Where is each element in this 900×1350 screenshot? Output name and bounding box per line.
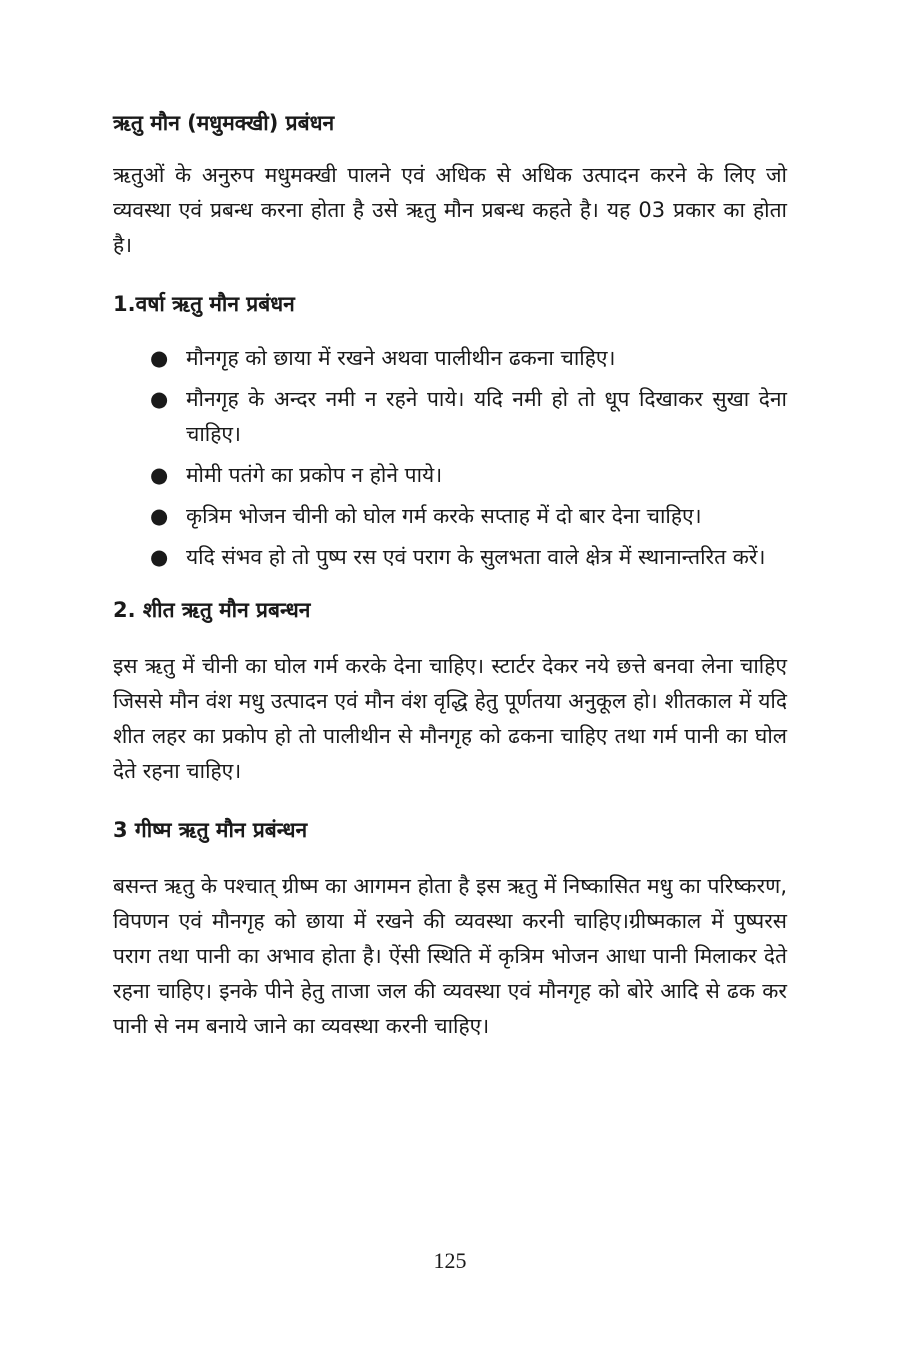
list-item	[113, 499, 787, 534]
list-item	[113, 458, 787, 493]
list-item-text: कृत्रिम भोजन चीनी को घोल गर्म करके सप्ताह में दो बार देना चाहिए।	[186, 504, 702, 528]
summer-season-heading: 3 गीष्म ऋतु मौन प्रबंन्धन	[113, 818, 308, 842]
rainy-season-heading: 1.वर्षा ऋतु मौन प्रबंधन	[113, 292, 295, 316]
intro-paragraph: ऋतुओं के अनुरुप मधुमक्खी पालने एवं अधिक से अधिक उत्पादन करने के लिए जो व्यवस्था एवं प्रबन्ध करना होता है उसे ऋतु मौन प्रबन्ध कहते है। यह 03 प्रकार का होता है।	[113, 163, 787, 257]
winter-season-heading: 2. शीत ऋतु मौन प्रबन्धन	[113, 598, 311, 622]
document-page	[113, 108, 787, 1044]
list-item-text: मौनगृह के अन्दर नमी न रहने पाये। यदि नमी हो तो धूप दिखाकर सुखा देना चाहिए।	[186, 387, 787, 446]
bullet-icon: ●	[150, 463, 169, 487]
list-item	[113, 540, 787, 575]
summer-season-paragraph: बसन्त ऋतु के पश्चात् ग्रीष्म का आगमन होता है इस ऋतु में निष्कासित मधु का परिष्करण, विपणन एवं मौनगृह को छाया में रखने की व्यवस्था करनी चाहिए।ग्रीष्मकाल में पुष्परस पराग तथा पानी का अभाव होता है। ऐंसी स्थिति में कृत्रिम भोजन आधा पानी मिलाकर देते रहना चाहिए। इनके पीने हेतु ताजा जल की व्यवस्था एवं मौनगृह को बोरे आदि से ढक कर पानी से नम बनाये जाने का व्यवस्था करनी चाहिए।	[113, 874, 787, 1038]
winter-season-paragraph: इस ऋतु में चीनी का घोल गर्म करके देना चाहिए। स्टार्टर देकर नये छत्ते बनवा लेना चाहिए जिससे मौन वंश मधु उत्पादन एवं मौन वंश वृद्धि हेतु पूर्णतया अनुकूल हो। शीतकाल में यदि शीत लहर का प्रकोप हो तो पालीथीन से मौनगृह को ढकना चाहिए तथा गर्म पानी का घोल देते रहना चाहिए।	[113, 654, 787, 783]
page-number: 125	[433, 1248, 467, 1273]
list-item-text: यदि संभव हो तो पुष्प रस एवं पराग के सुलभता वाले क्षेत्र में स्थानान्तरित करें।	[186, 545, 766, 569]
bullet-icon: ●	[150, 387, 169, 411]
list-item	[113, 341, 787, 376]
rainy-season-list	[113, 341, 787, 575]
main-heading: ऋतु मौन (मधुमक्खी) प्रबंधन	[113, 111, 335, 135]
bullet-icon: ●	[150, 545, 169, 569]
bullet-icon: ●	[150, 346, 169, 370]
list-item	[113, 382, 787, 452]
list-item-text: मोमी पतंगे का प्रकोप न होने पाये।	[186, 463, 443, 487]
bullet-icon: ●	[150, 504, 169, 528]
list-item-text: मौनगृह को छाया में रखने अथवा पालीथीन ढकना चाहिए।	[186, 346, 616, 370]
